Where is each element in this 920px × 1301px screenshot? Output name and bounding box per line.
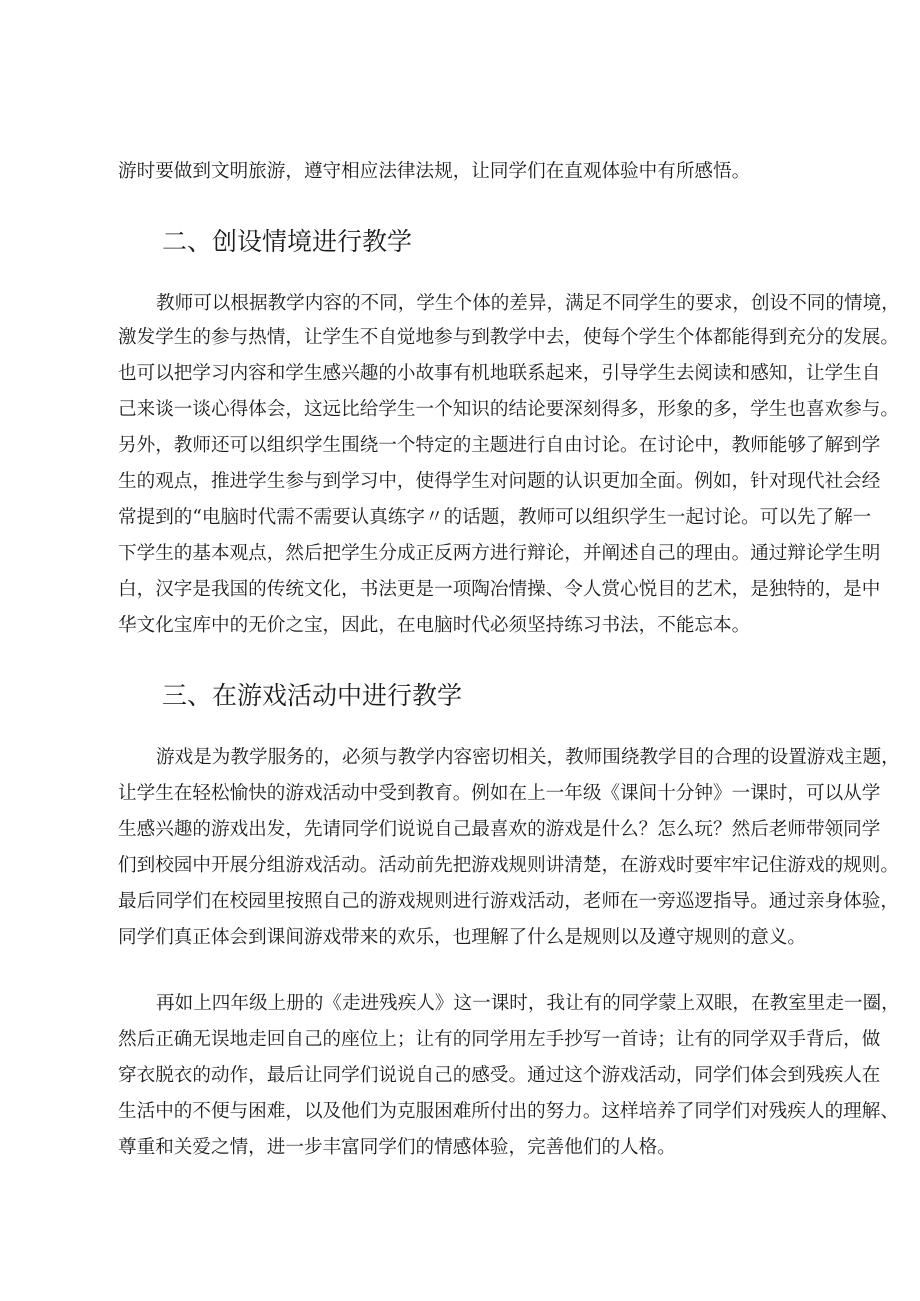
paragraph-line: 生的观点，推进学生参与到学习中，使得学生对问题的认识更加全面。例如，针对现代社会经 <box>118 471 881 492</box>
paragraph-line: 教师可以根据教学内容的不同，学生个体的差异，满足不同学生的要求，创设不同的情境， <box>156 293 900 314</box>
paragraph-line: 再如上四年级上册的《走进残疾人》这一课时，我让有的同学蒙上双眼，在教室里走一圈， <box>156 993 900 1014</box>
paragraph-line: 己来谈一谈心得体会，这远比给学生一个知识的结论要深刻得多，形象的多，学生也喜欢参与。 <box>118 399 899 420</box>
paragraph-line: 尊重和关爱之情，进一步丰富同学们的情感体验，完善他们的人格。 <box>118 1137 676 1158</box>
paragraph-line: 激发学生的参与热情，让学生不自觉地参与到教学中去，使每个学生个体都能得到充分的发展。 <box>118 327 899 348</box>
section-heading-2: 二、创设情境进行教学 <box>162 227 413 256</box>
paragraph-line: 同学们真正体会到课间游戏带来的欢乐，也理解了什么是规则以及遵守规则的意义。 <box>118 927 806 948</box>
paragraph-line: 生感兴趣的游戏出发，先请同学们说说自己最喜欢的游戏是什么？怎么玩？然后老师带领同学 <box>118 819 881 840</box>
paragraph-line: 华文化宝库中的无价之宝，因此，在电脑时代必须坚持练习书法，不能忘本。 <box>118 615 751 636</box>
paragraph-line: 也可以把学习内容和学生感兴趣的小故事有机地联系起来，引导学生去阅读和感知，让学生自 <box>118 363 881 384</box>
paragraph-line: 们到校园中开展分组游戏活动。活动前先把游戏规则讲清楚，在游戏时要牢牢记住游戏的规则。 <box>118 855 899 876</box>
section-heading-3: 三、在游戏活动中进行教学 <box>162 681 463 710</box>
paragraph-line: 常提到的“电脑时代需不需要认真练字〃的话题，教师可以组织学生一起讨论。可以先了解一 <box>118 507 872 528</box>
paragraph-line: 穿衣脱衣的动作，最后让同学们说说自己的感受。通过这个游戏活动，同学们体会到残疾人在 <box>118 1065 881 1086</box>
paragraph-line: 下学生的基本观点，然后把学生分成正反两方进行辩论，并阐述自己的理由。通过辩论学生明 <box>118 543 881 564</box>
paragraph-line: 让学生在轻松愉快的游戏活动中受到教育。例如在上一年级《课间十分钟》一课时，可以从学 <box>118 783 881 804</box>
paragraph-line: 白，汉字是我国的传统文化，书法更是一项陶冶情操、令人赏心悦目的艺术，是独特的，是中 <box>118 579 881 600</box>
paragraph-line: 最后同学们在校园里按照自己的游戏规则进行游戏活动，老师在一旁巡逻指导。通过亲身体验， <box>118 891 899 912</box>
paragraph-line: 然后正确无误地走回自己的座位上；让有的同学用左手抄写一首诗；让有的同学双手背后，做 <box>118 1029 881 1050</box>
paragraph-line: 生活中的不便与困难，以及他们为克服困难所付出的努力。这样培养了同学们对残疾人的理解、 <box>118 1101 899 1122</box>
paragraph-line: 游戏是为教学服务的，必须与教学内容密切相关，教师围绕教学目的合理的设置游戏主题， <box>156 747 900 768</box>
intro-line: 游时要做到文明旅游，遵守相应法律法规，让同学们在直观体验中有所感悟。 <box>118 161 751 182</box>
paragraph-line: 另外，教师还可以组织学生围绕一个特定的主题进行自由讨论。在讨论中，教师能够了解到学 <box>118 435 881 456</box>
